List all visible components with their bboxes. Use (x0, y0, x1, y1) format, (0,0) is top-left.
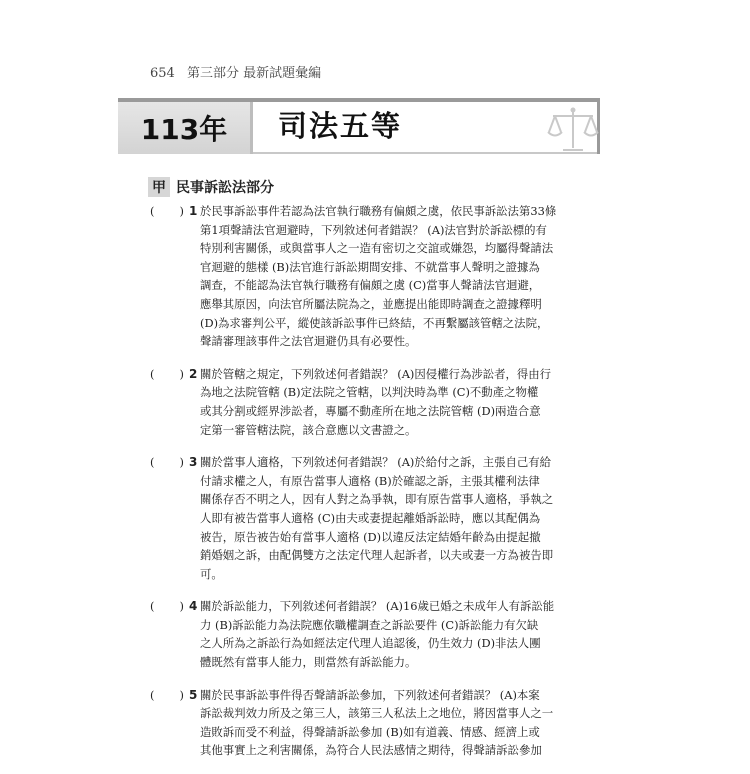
question-number: 5 (189, 687, 198, 702)
chapter-title-band (118, 98, 600, 156)
question-text-line: 應舉其原因，向法官所屬法院為之，並應提出能即時調查之證據釋明 (200, 296, 542, 311)
page-number: 654 (150, 66, 175, 81)
question-text-line: 關於管轄之規定，下列敘述何者錯誤？ (A)因侵權行為涉訟者，得由行 (200, 366, 552, 381)
exam-year: 113年 (118, 102, 253, 154)
question-text-line: 可。 (200, 566, 223, 581)
answer-blank (150, 686, 184, 705)
answer-blank-close: ) (179, 599, 184, 614)
answer-blank-open: ( (150, 366, 155, 381)
question-text-line: 關於民事訴訟事件得否聲請訴訟參加，下列敘述何者錯誤？ (A)本案 (200, 687, 540, 702)
question-text-line: (D)為求審判公平，縱使該訴訟事件已終結，不再繫屬該管轄之法院， (200, 315, 549, 330)
question-text-line: 第1項聲請法官迴避時，下列敘述何者錯誤？ (A)法官對於訴訟標的有 (200, 222, 547, 237)
section-name: 民事訴訟法部分 (176, 180, 274, 196)
question-text-line: 訴訟裁判效力所及之第三人，該第三人私法上之地位，將因當事人之一 (200, 706, 554, 721)
question-text-line: 關於訴訟能力，下列敘述何者錯誤？ (A)16歲已婚之未成年人有訴訟能 (200, 599, 555, 614)
section-heading (148, 177, 274, 197)
question-text-line: 付請求權之人，有原告當事人適格 (B)於確認之訴，主張其權利法律 (200, 473, 540, 488)
answer-blank-close: ) (179, 687, 184, 702)
answer-blank-close: ) (179, 455, 184, 470)
scale-of-justice-icon (545, 104, 601, 154)
question-text-line: 為地之法院管轄 (B)定法院之管轄，以判決時為準 (C)不動產之物權 (200, 385, 539, 400)
exam-title: 司法五等 (278, 109, 403, 143)
question-number: 1 (189, 204, 198, 218)
question-text-line: 調查，不能認為法官執行職務有偏頗之虞 (C)當事人聲請法官迴避， (200, 278, 541, 293)
question-text-line: 聲請審理該事件之法官迴避仍具有必要性。 (200, 334, 417, 349)
answer-blank-open: ( (150, 204, 155, 218)
question-text-line: 銷婚姻之訴，由配偶雙方之法定代理人起訴者，以夫或妻一方為被告即 (200, 548, 554, 563)
question-text-line: 其他事實上之利害關係，為符合人民法感情之期待，得聲請訴訟參加 (200, 743, 542, 758)
question-text-line: 或其分割或經界涉訟者，專屬不動產所在地之法院管轄 (D)兩造合意 (200, 403, 541, 418)
question-text-line: 之人所為之訴訟行為如經法定代理人追認後，仍生效力 (D)非法人團 (200, 636, 541, 651)
question-number: 2 (189, 366, 198, 381)
question-text-line: 被告，原告被告始有當事人適格 (D)以違反法定結婚年齡為由提起撤 (200, 529, 541, 544)
answer-blank-open: ( (150, 455, 155, 470)
question-text-line: 於民事訴訟事件若認為法官執行職務有偏頗之虞，依民事訴訟法第33條 (200, 204, 557, 218)
question-item (150, 686, 590, 760)
question-item (150, 365, 590, 439)
question-text-line: 關於當事人適格，下列敘述何者錯誤？ (A)於給付之訴，主張自己有給 (200, 455, 552, 470)
answer-blank-open: ( (150, 599, 155, 614)
question-text-line: 定第一審管轄法院，該合意應以文書證之。 (200, 422, 417, 437)
running-title: 第三部分 最新試題彙編 (186, 66, 322, 81)
question-text-line: 官迴避的態樣 (B)法官進行訴訟期間安排、不就當事人聲明之證據為 (200, 259, 540, 274)
answer-blank-close: ) (179, 366, 184, 381)
question-text-line: 力 (B)訴訟能力為法院應依職權調查之訴訟要件 (C)訴訟能力有欠缺 (200, 617, 539, 632)
question-item (150, 453, 590, 583)
running-header (150, 62, 321, 81)
question-text-line: 造敗訴而受不利益，得聲請訴訟參加 (B)如有道義、情感、經濟上或 (200, 724, 540, 739)
section-tag: 甲 (148, 177, 170, 197)
answer-blank (150, 453, 184, 472)
answer-blank (150, 365, 184, 384)
answer-blank (150, 597, 184, 616)
question-text-line: 關係存否不明之人，因有人對之為爭執，即有原告當事人適格，爭執之 (200, 492, 554, 507)
question-number: 3 (189, 455, 198, 470)
question-item (150, 202, 590, 351)
question-number: 4 (189, 599, 198, 614)
question-item (150, 597, 590, 671)
question-list (150, 202, 590, 774)
question-text-line: 特別利害關係，或與當事人之一造有密切之交誼或嫌怨，均屬得聲請法 (200, 241, 554, 256)
answer-blank (150, 202, 184, 221)
answer-blank-close: ) (179, 204, 184, 218)
answer-blank-open: ( (150, 687, 155, 702)
question-text-line: 體既然有當事人能力，則當然有訴訟能力。 (200, 655, 417, 670)
question-text-line: 人即有被告當事人適格 (C)由夫或妻提起離婚訴訟時，應以其配偶為 (200, 510, 541, 525)
